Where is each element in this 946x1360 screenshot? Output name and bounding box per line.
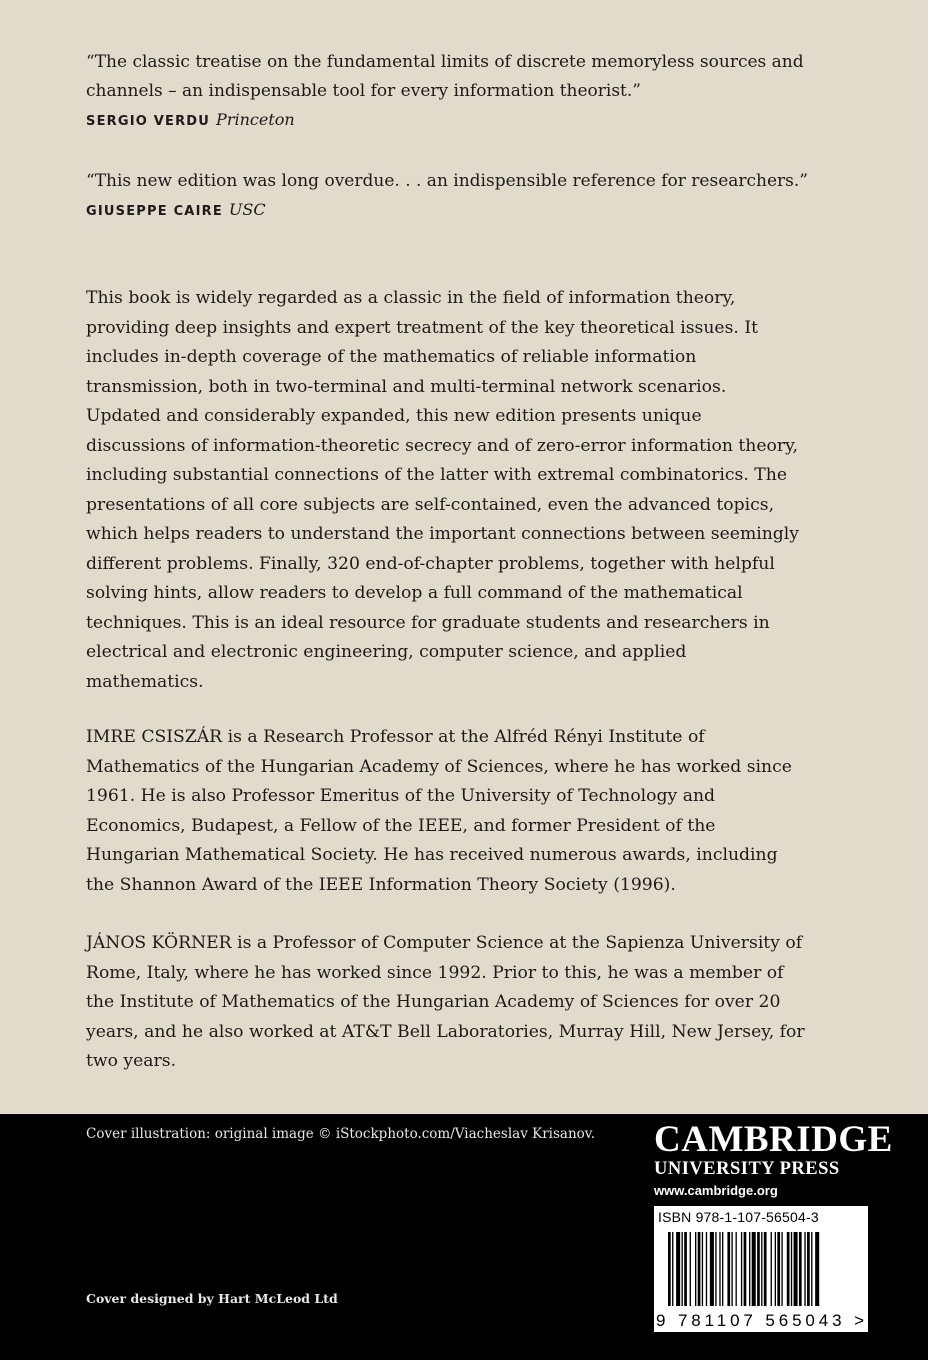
publisher-subname: UNIVERSITY PRESS xyxy=(654,1159,840,1179)
barcode-bar xyxy=(807,1232,810,1306)
barcode-bar xyxy=(715,1232,716,1306)
quote-institution: Princeton xyxy=(216,110,295,129)
barcode-digits: 9 781107 565043 > xyxy=(656,1311,864,1330)
barcode-bar xyxy=(706,1232,707,1306)
cover-illustration-credit: Cover illustration: original image © iStockphoto.com/Viacheslav Krisanov. xyxy=(86,1126,596,1142)
author-bio-korner: JÁNOS KÖRNER is a Professor of Computer Science at the Sapienza University of Rome, Italy, where he has worked since 1992. Prior to this, he was a member of the Institute of Mathematics of the Hungarian Academy of Sciences for over 20 years, and he also worked at AT&T Bell Laboratories, Murray Hill, New Jersey, for two years. xyxy=(86,933,805,1071)
barcode-bar xyxy=(749,1232,750,1306)
quote-institution: USC xyxy=(228,200,266,219)
barcode-bar xyxy=(676,1232,680,1306)
barcode-bar xyxy=(777,1232,780,1306)
quote-attribution xyxy=(86,198,826,224)
quote-text-line: channels – an indispensable tool for every information theorist.” xyxy=(86,81,641,101)
barcode-bar xyxy=(752,1232,756,1306)
cover-designer-credit: Cover designed by Hart McLeod Ltd xyxy=(86,1291,338,1306)
quote-attribution xyxy=(86,108,826,134)
barcode-bar xyxy=(794,1232,798,1306)
barcode-bar xyxy=(702,1232,703,1306)
quote-caire xyxy=(86,167,826,224)
barcode-bar xyxy=(804,1232,805,1306)
barcode-bar xyxy=(684,1232,687,1306)
book-description: This book is widely regarded as a classic in the field of information theory, providing deep insights and expert treatment of the key theoretical issues. It includes in-depth coverage of the mathematics of reliable information transmission, both in two-terminal and multi-terminal network scenarios. Updated and considerably expanded, this new edition presents unique discussions of information-theoretic secrecy and of zero-error information theory, including substantial connections of the latter with extremal combinatorics. The presentations of all core subjects are self-contained, even the advanced topics, which helps readers to understand the important connections between seemingly different problems. Finally, 320 end-of-chapter problems, together with helpful solving hints, allow readers to develop a full command of the mathematical techniques. This is an ideal resource for graduate students and researchers in electrical and electronic engineering, computer science, and applied mathematics. xyxy=(86,288,800,692)
publisher-url: www.cambridge.org xyxy=(654,1183,778,1198)
barcode-bar xyxy=(771,1232,772,1306)
barcode-bar xyxy=(764,1232,767,1306)
barcode-bar xyxy=(741,1232,742,1306)
barcode-bar xyxy=(710,1232,714,1306)
footer-band xyxy=(0,1114,928,1360)
barcode-bar xyxy=(731,1232,732,1306)
barcode-bar xyxy=(672,1232,673,1306)
barcode-bar xyxy=(668,1232,671,1306)
barcode-bar xyxy=(698,1232,701,1306)
author-bio-csiszar: IMRE CSISZÁR is a Research Professor at the Alfréd Rényi Institute of Mathematics of the Hungarian Academy of Sciences, where he has worked since 1961. He is also Professor Emeritus of the University of Technology and Economics, Budapest, a Fellow of the IEEE, and former President of the Hungarian Mathematical Society. He has received numerous awards, including the Shannon Award of the IEEE Information Theory Society (1996). xyxy=(86,727,792,895)
publisher-name: CAMBRIDGE xyxy=(654,1119,893,1160)
page-edge xyxy=(928,0,946,1360)
barcode-bar xyxy=(744,1232,747,1306)
barcode-bar xyxy=(690,1232,691,1306)
quote-author: GIUSEPPE CAIRE xyxy=(86,204,223,219)
barcode-bars xyxy=(654,1230,868,1332)
quote-verdu xyxy=(86,48,826,134)
barcode-bar xyxy=(791,1232,792,1306)
barcode-bar xyxy=(799,1232,802,1306)
barcode-bar xyxy=(811,1232,812,1306)
barcode-bar xyxy=(781,1232,782,1306)
barcode-graphic xyxy=(654,1230,868,1332)
barcode-bar xyxy=(695,1232,696,1306)
barcode-bar xyxy=(787,1232,790,1306)
barcode-bar xyxy=(722,1232,723,1306)
quote-author: SERGIO VERDU xyxy=(86,114,211,129)
barcode-bar xyxy=(815,1232,819,1306)
barcode-bar xyxy=(757,1232,760,1306)
barcode-bar xyxy=(682,1232,683,1306)
barcode-bar xyxy=(736,1232,737,1306)
publisher-logo xyxy=(654,1120,893,1198)
barcode-bar xyxy=(761,1232,762,1306)
isbn-label: ISBN 978-1-107-56504-3 xyxy=(658,1209,819,1225)
isbn-barcode xyxy=(654,1206,868,1332)
barcode-bar xyxy=(719,1232,720,1306)
quote-text-line: “The classic treatise on the fundamental limits of discrete memoryless sources and xyxy=(86,52,804,72)
barcode-bar xyxy=(727,1232,730,1306)
quote-text-line: “This new edition was long overdue. . . an indispensible reference for researchers.” xyxy=(86,171,808,191)
barcode-bar xyxy=(775,1232,776,1306)
